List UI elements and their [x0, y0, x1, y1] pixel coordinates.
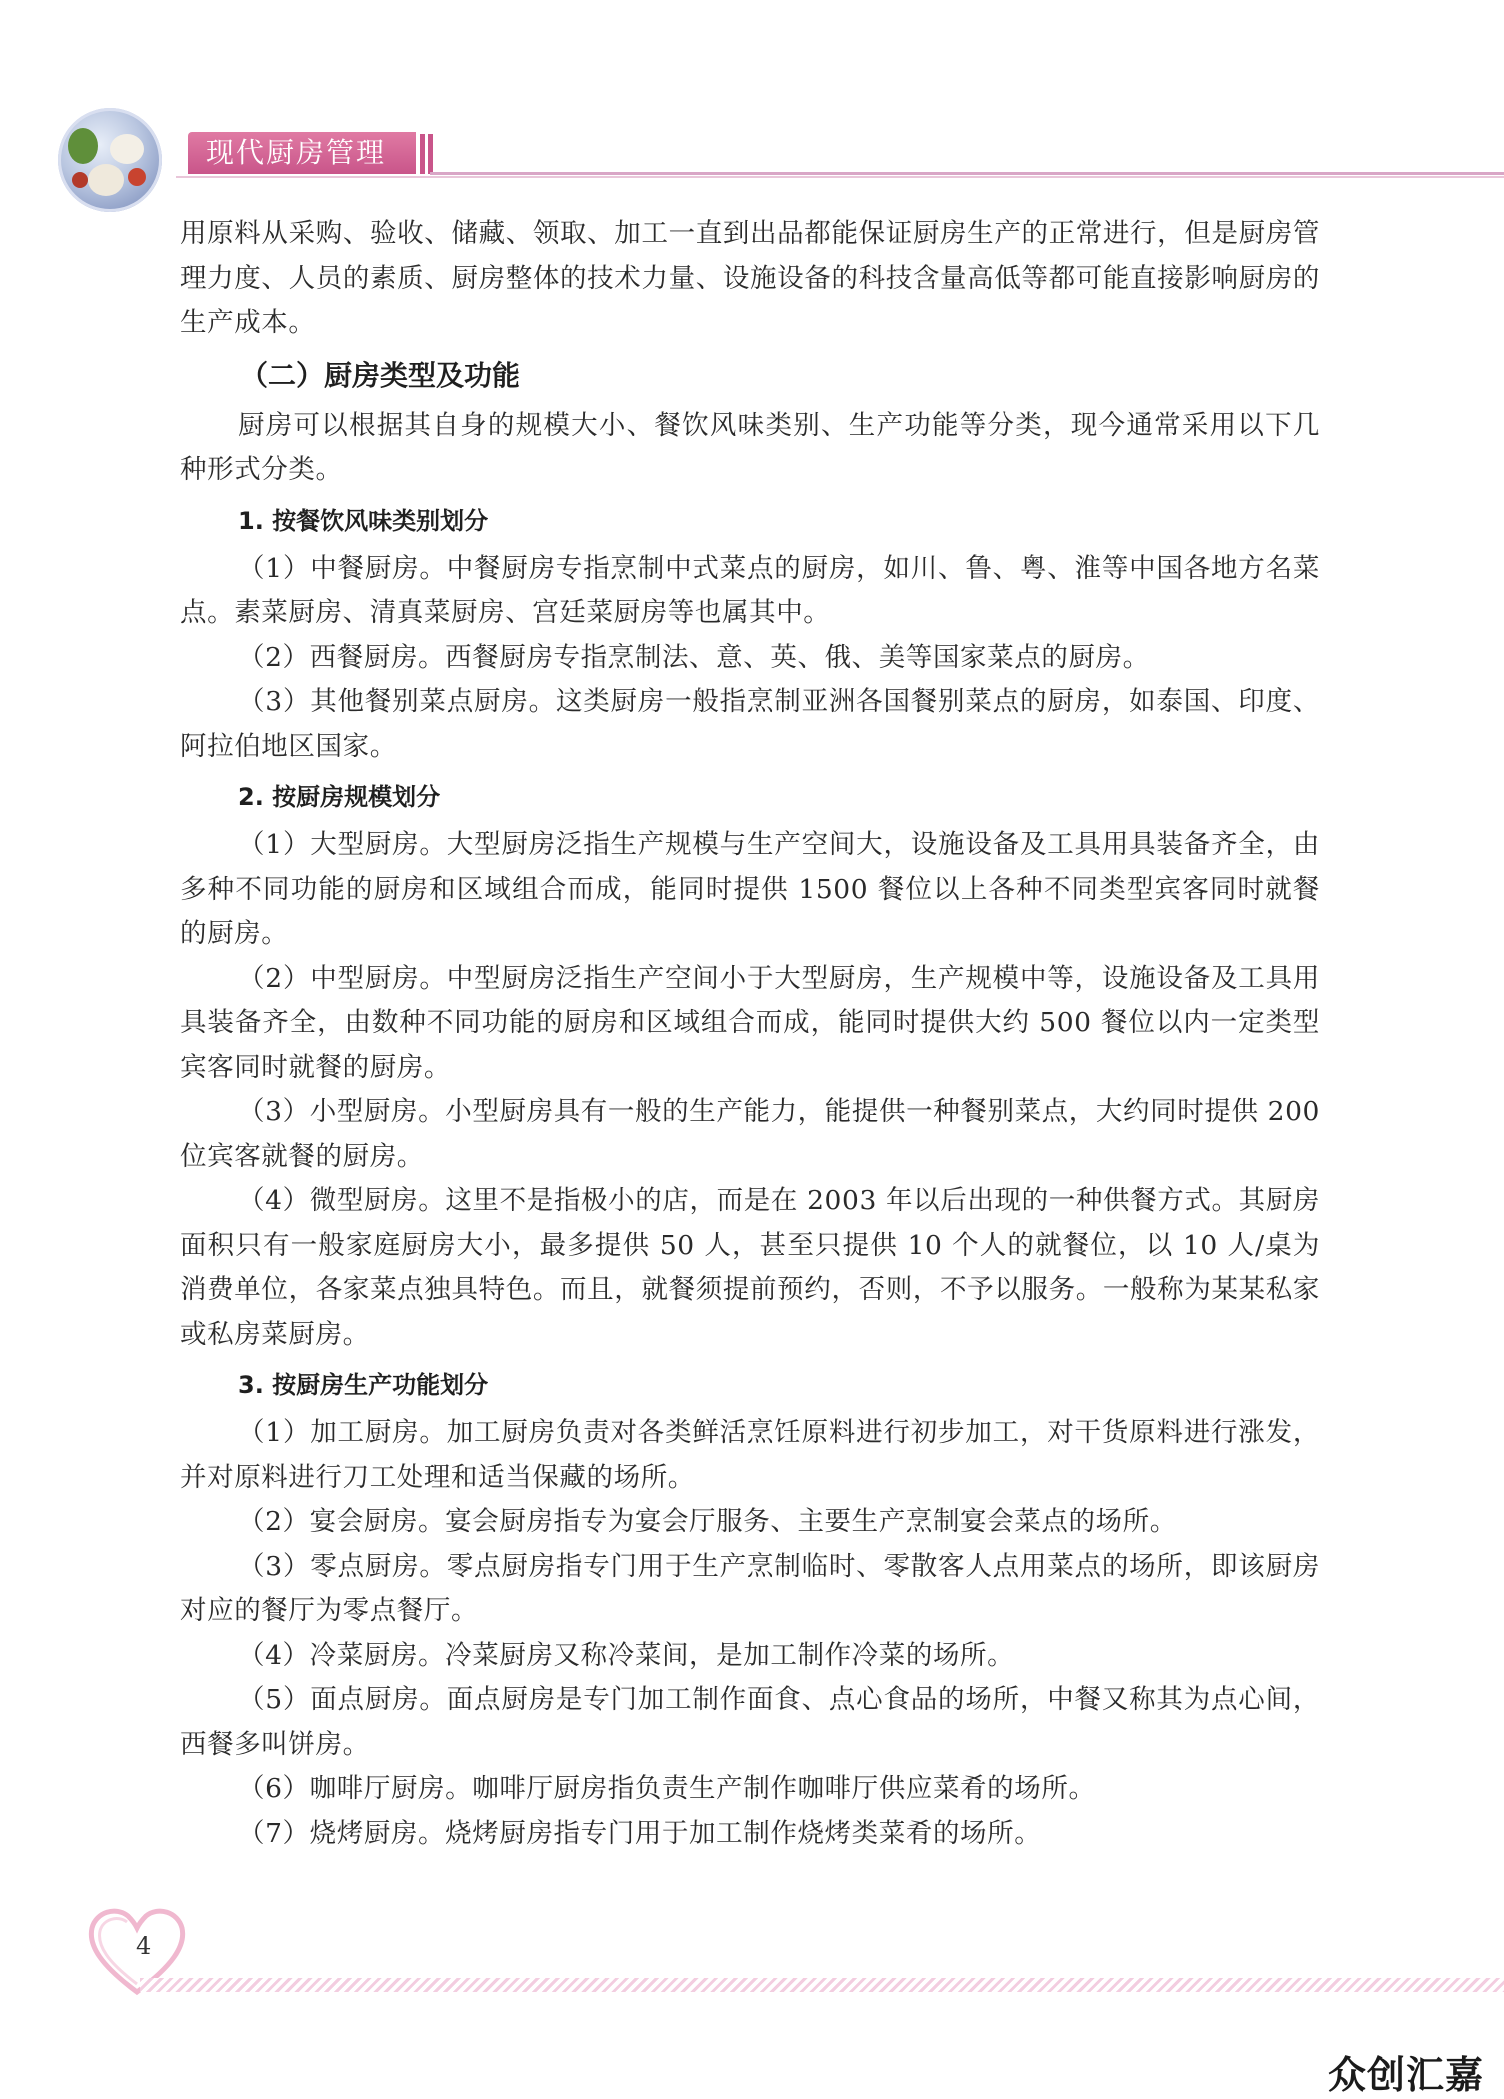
- list-item: （6）咖啡厅厨房。咖啡厅厨房指负责生产制作咖啡厅供应菜肴的场所。: [238, 1773, 1096, 1804]
- watermark: 众创汇嘉: [1328, 2053, 1485, 2097]
- book-title: 现代厨房管理: [206, 136, 387, 169]
- paragraph-intro: 用原料从采购、验收、储藏、领取、加工一直到出品都能保证厨房生产的正常进行，但是厨房管理力度、人员的素质、厨房整体的技术力量、设施设备的科技含量高低等都可能直接影响厨房的生产成本。: [180, 218, 1320, 338]
- header-logo-food-image: [58, 108, 162, 212]
- page-number: 4: [136, 1932, 152, 1960]
- paragraph-classify: 厨房可以根据其自身的规模大小、餐饮风味类别、生产功能等分类，现今通常采用以下几种形式分类。: [180, 409, 1320, 485]
- list-item: （1）加工厨房。加工厨房负责对各类鲜活烹饪原料进行初步加工，对干货原料进行涨发，并对原料进行刀工处理和适当保藏的场所。: [180, 1417, 1320, 1493]
- subsection-heading-2: 2. 按厨房规模划分: [238, 783, 441, 811]
- header-bar-decoration: [428, 134, 433, 174]
- header-rule: [430, 172, 1504, 175]
- list-item: （3）其他餐别菜点厨房。这类厨房一般指烹制亚洲各国餐别菜点的厨房，如泰国、印度、阿拉伯地区国家。: [180, 686, 1320, 762]
- subsection-heading-1: 1. 按餐饮风味类别划分: [238, 506, 489, 535]
- page-body: [180, 212, 1320, 1856]
- list-item: （2）宴会厨房。宴会厨房指专为宴会厅服务、主要生产烹制宴会菜点的场所。: [238, 1506, 1177, 1537]
- list-item: （1）中餐厨房。中餐厨房专指烹制中式菜点的厨房，如川、鲁、粤、淮等中国各地方名菜点。素菜厨房、清真菜厨房、宫廷菜厨房等也属其中。: [180, 552, 1320, 628]
- list-item: （2）中型厨房。中型厨房泛指生产空间小于大型厨房，生产规模中等，设施设备及工具用具装备齐全，由数种不同功能的厨房和区域组合而成，能同时提供大约 500 餐位以内一定类型宾客同时就餐的厨房。: [180, 962, 1320, 1083]
- header-rule-thin: [176, 176, 1504, 178]
- list-item: （3）小型厨房。小型厨房具有一般的生产能力，能提供一种餐别菜点，大约同时提供 200 位宾客就餐的厨房。: [180, 1096, 1320, 1172]
- list-item: （3）零点厨房。零点厨房指专门用于生产烹制临时、零散客人点用菜点的场所，即该厨房对应的餐厅为零点餐厅。: [180, 1550, 1320, 1626]
- list-item: （5）面点厨房。面点厨房是专门加工制作面食、点心食品的场所，中餐又称其为点心间，西餐多叫饼房。: [180, 1684, 1320, 1760]
- list-item: （2）西餐厨房。西餐厨房专指烹制法、意、英、俄、美等国家菜点的厨房。: [238, 641, 1150, 673]
- list-item: （7）烧烤厨房。烧烤厨房指专门用于加工制作烧烤类菜肴的场所。: [238, 1817, 1042, 1849]
- section-heading: （二）厨房类型及功能: [240, 358, 521, 392]
- list-item: （4）微型厨房。这里不是指极小的店，而是在 2003 年以后出现的一种供餐方式。其厨房面积只有一般家庭厨房大小，最多提供 50 人，甚至只提供 10 个人的就餐位，以 10 人/桌为消费单位，各家菜点独具特色。而且，就餐须提前预约，否则，不予以服务。一般称为某某私家或私房菜厨房。: [180, 1185, 1320, 1350]
- subsection-heading-3: 3. 按厨房生产功能划分: [238, 1371, 489, 1399]
- header-bar-decoration: [420, 134, 425, 174]
- footer-stripe-decoration: [140, 1978, 1504, 1992]
- list-item: （4）冷菜厨房。冷菜厨房又称冷菜间，是加工制作冷菜的场所。: [238, 1639, 1015, 1671]
- list-item: （1）大型厨房。大型厨房泛指生产规模与生产空间大，设施设备及工具用具装备齐全，由多种不同功能的厨房和区域组合而成，能同时提供 1500 餐位以上各种不同类型宾客同时就餐的厨房。: [180, 829, 1320, 949]
